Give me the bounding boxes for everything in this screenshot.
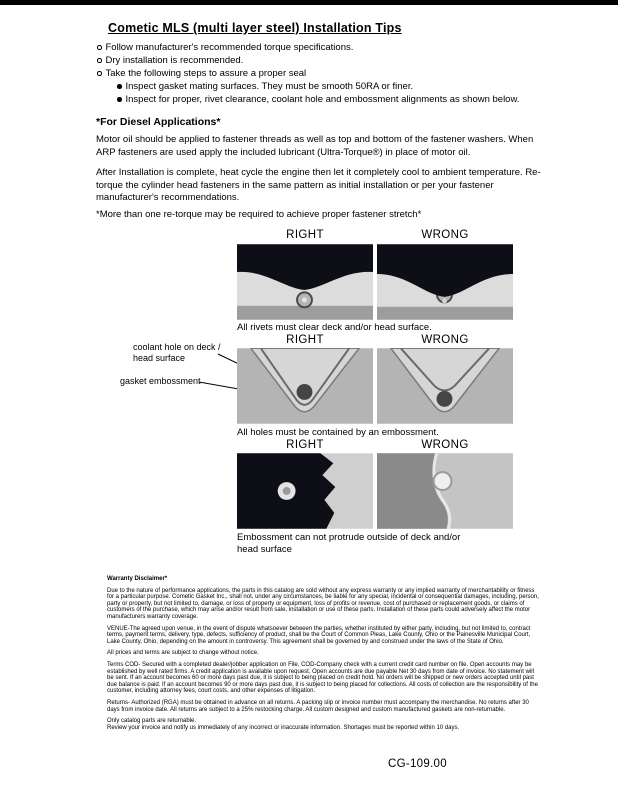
protrusion-caption: Embossment can not protrude outside of deck and/or head surface <box>237 532 461 555</box>
hollow-bullet-icon <box>97 45 102 50</box>
rivets-caption: All rivets must clear deck and/or head surface. <box>237 322 432 333</box>
holes-caption: All holes must be contained by an embossment. <box>237 427 439 438</box>
tip-sub-item <box>97 93 567 106</box>
warranty-disclaimer-heading: Warranty Disclaimer* <box>107 576 168 582</box>
protrusion-right-figure <box>237 453 373 529</box>
tip-text: Take the following steps to assure a proper seal <box>105 68 307 79</box>
legal-paragraph: Only catalog parts are returnable. <box>107 718 197 725</box>
rivet-right-figure <box>237 244 373 320</box>
filled-bullet-icon <box>117 97 122 102</box>
right-label-protrusion: RIGHT <box>286 439 324 451</box>
embossment-wrong-figure <box>377 348 513 424</box>
rivet-wrong-figure <box>377 244 513 320</box>
legal-paragraph: Due to the nature of performance applications, the parts in this catalog are sold without any express warranty or any implied warranty of merchantability or fitness for a particular purpose. Cometic Gasket Inc., shall not, under any circumstances, be liable for any special, incidental or consequential damages, including, person, party or property, but not limited to, damage, or loss of property or equipment, loss of profits or revenue, cost of purchased or replacement goods, or claims of customers of the purchase, which may arise and/or result from sale, installation or use of these parts. Installation of these parts could adversely affect the motor manufacturers warranty coverage. <box>107 587 539 620</box>
tip-text: Dry installation is recommended. <box>105 55 244 66</box>
tip-item <box>97 54 567 67</box>
tip-item <box>97 67 567 80</box>
top-edge-rule <box>0 0 618 5</box>
filled-bullet-icon <box>117 84 122 89</box>
legal-paragraph: Returns- Authorized (RGA) must be obtained in advance on all returns. A packing slip or invoice number must accompany the merchandise. No returns after 30 days from invoice date. All returns are subject to a 25% restocking charge. All custom designed and custom manufactured gaskets are non-returnable. <box>107 699 529 713</box>
tip-sub-text: Inspect for proper, rivet clearance, coolant hole and embossment alignments as shown below. <box>125 94 520 105</box>
legal-block <box>107 576 540 736</box>
hole-contained-illustration <box>237 348 373 424</box>
legal-paragraph: VENUE-The agreed upon venue, in the event of dispute whatsoever between the parties, whether instituted by either party, including, but not limited to, contract terms, payment terms, delivery, type, defects, sufficiency of product, shall be the Court of Common Pleas, Lake County, Ohio or the Painesville Municipal Court, Lake County, Ohio, depending on the amount in controversy. This agreement shall be governed by and construed under the laws of the State of Ohio. <box>107 625 531 645</box>
diesel-paragraph-2: After Installation is complete, heat cycle the engine then let it completely cool to ambient temperature. Re-torque the cylinder head fasteners in the same pattern as initial installation or per your fastener manufacturer's recommendations. <box>96 167 541 203</box>
legal-paragraph: Terms COD- Secured with a completed dealer/jobber application on File, COD-Company check with a current credit card number on file. Open accounts may be established by well rated firms. A credit application is available upon request. Open accounts are due payable Net 30 days from date of invoice. No statement will be sent. If an account becomes 60 or more days past due, it is subject to being placed on credit hold. No orders will be shipped or new orders accepted until past due balance is paid. If an account becomes 90 or more days past due, it is subject to being placed for collections. All costs of collection are the responsibility of the customer, including attorney fees, court costs, and other expenses of litigation. <box>107 661 538 695</box>
coolant-hole-callout: coolant hole on deck / head surface <box>133 342 221 363</box>
legal-paragraph: Review your invoice and notify us immediately of any incorrect or inaccurate information. Shortages must be reported within 10 days. <box>107 724 460 731</box>
tips-list <box>97 41 567 106</box>
tip-sub-text: Inspect gasket mating surfaces. They must be smooth 50RA or finer. <box>125 81 414 92</box>
diesel-paragraph-1: Motor oil should be applied to fastener threads as well as top and bottom of the fastener washers. When ARP fasteners are used apply the included lubricant (Ultra-Torque®) in place of motor oil. <box>96 134 534 158</box>
page-title: Cometic MLS (multi layer steel) Installation Tips <box>108 21 402 35</box>
embossment-protruding-illustration <box>377 453 513 529</box>
embossment-right-figure <box>237 348 373 424</box>
rivet-touching-illustration <box>377 244 513 320</box>
wrong-label-holes: WRONG <box>421 334 469 346</box>
retorque-note: *More than one re-torque may be required to achieve proper fastener stretch* <box>96 209 422 220</box>
diesel-applications-heading: *For Diesel Applications* <box>96 116 221 128</box>
gasket-embossment-callout: gasket embossment <box>120 376 201 386</box>
embossment-inside-illustration <box>237 453 373 529</box>
protrusion-wrong-figure <box>377 453 513 529</box>
hollow-bullet-icon <box>97 58 102 63</box>
catalog-page-code: CG-109.00 <box>388 758 447 770</box>
hollow-bullet-icon <box>97 71 102 76</box>
wrong-label-protrusion: WRONG <box>421 439 469 451</box>
legal-paragraph: All prices and terms are subject to change without notice. <box>107 650 259 657</box>
right-label-holes: RIGHT <box>286 334 324 346</box>
rivet-clear-illustration <box>237 244 373 320</box>
wrong-label-rivets: WRONG <box>421 229 469 241</box>
tip-text: Follow manufacturer's recommended torque specifications. <box>105 42 354 53</box>
right-label-rivets: RIGHT <box>286 229 324 241</box>
tip-sub-item <box>97 80 567 93</box>
hole-not-contained-illustration <box>377 348 513 424</box>
tip-item <box>97 41 567 54</box>
